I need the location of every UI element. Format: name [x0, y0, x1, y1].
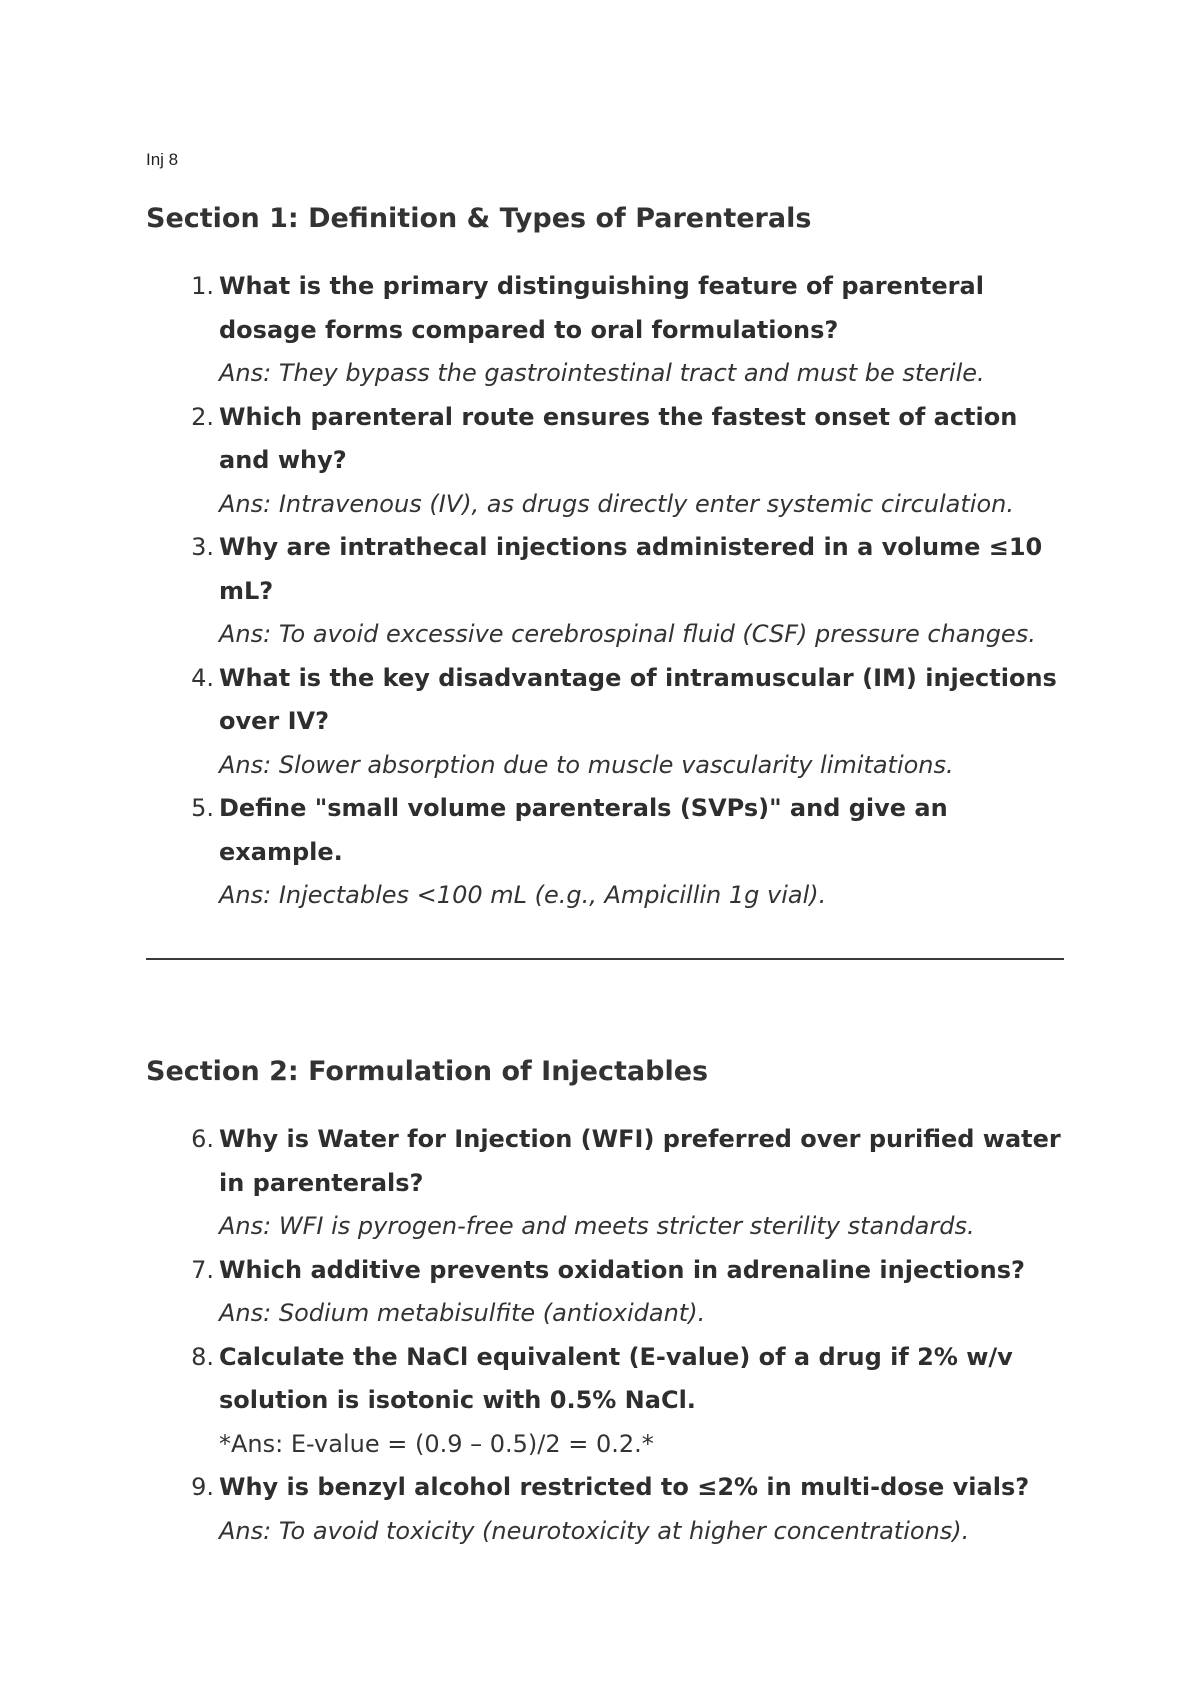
question-number: 5. — [191, 794, 214, 822]
answer-text: Ans: Sodium metabisulfite (antioxidant). — [219, 1299, 706, 1327]
question-text: Calculate the NaCl equivalent (E-value) of a drug if 2% w/v solution is isotonic with 0.5% NaCl. — [219, 1342, 1013, 1414]
list-item — [146, 1118, 1064, 1249]
question-text: Why is benzyl alcohol restricted to ≤2% in multi-dose vials? — [219, 1473, 1030, 1501]
question-text: What is the key disadvantage of intramuscular (IM) injections over IV? — [219, 663, 1057, 735]
section-2-heading: Section 2: Formulation of Injectables — [146, 1056, 709, 1087]
question-text: Which additive prevents oxidation in adrenaline injections? — [219, 1255, 1025, 1284]
question-number: 2. — [191, 402, 214, 431]
question-number: 1. — [191, 272, 214, 300]
section-2-question-list — [146, 1118, 1064, 1553]
answer-text: Ans: To avoid toxicity (neurotoxicity at higher concentrations). — [219, 1516, 970, 1545]
answer-text: Ans: Intravenous (IV), as drugs directly enter systemic circulation. — [219, 489, 1014, 518]
question-text: What is the primary distinguishing feature of parenteral dosage forms compared to oral formulations? — [219, 272, 984, 344]
question-number: 3. — [191, 533, 214, 561]
question-number: 9. — [191, 1473, 214, 1501]
list-item — [146, 396, 1064, 527]
document-header-label: Inj 8 — [146, 150, 179, 169]
question-number: 7. — [191, 1255, 214, 1284]
answer-text: Ans: To avoid excessive cerebrospinal fluid (CSF) pressure changes. — [219, 620, 1036, 648]
list-item — [146, 657, 1064, 788]
list-item — [146, 265, 1064, 396]
question-number: 4. — [191, 663, 214, 692]
question-text: Why is Water for Injection (WFI) preferred over purified water in parenterals? — [219, 1125, 1061, 1197]
list-item — [146, 787, 1064, 918]
question-number: 6. — [191, 1125, 214, 1153]
question-text: Which parenteral route ensures the fastest onset of action and why? — [219, 402, 1018, 474]
section-divider — [146, 958, 1064, 960]
answer-text: Ans: Injectables <100 mL (e.g., Ampicillin 1g vial). — [219, 881, 827, 909]
answer-text: Ans: WFI is pyrogen-free and meets stricter sterility standards. — [219, 1212, 975, 1240]
answer-text: Ans: They bypass the gastrointestinal tract and must be sterile. — [219, 359, 985, 387]
list-item — [146, 1466, 1064, 1553]
question-text: Why are intrathecal injections administered in a volume ≤10 mL? — [219, 533, 1043, 605]
question-number: 8. — [191, 1342, 214, 1371]
list-item — [146, 526, 1064, 657]
section-1-question-list — [146, 265, 1064, 918]
list-item — [146, 1336, 1064, 1467]
answer-text: Ans: Slower absorption due to muscle vascularity limitations. — [219, 750, 954, 779]
question-text: Define "small volume parenterals (SVPs)" and give an example. — [219, 794, 948, 866]
answer-text: *Ans: E-value = (0.9 – 0.5)/2 = 0.2.* — [219, 1429, 654, 1458]
section-1-heading: Section 1: Definition & Types of Parenterals — [146, 203, 812, 234]
list-item — [146, 1249, 1064, 1336]
